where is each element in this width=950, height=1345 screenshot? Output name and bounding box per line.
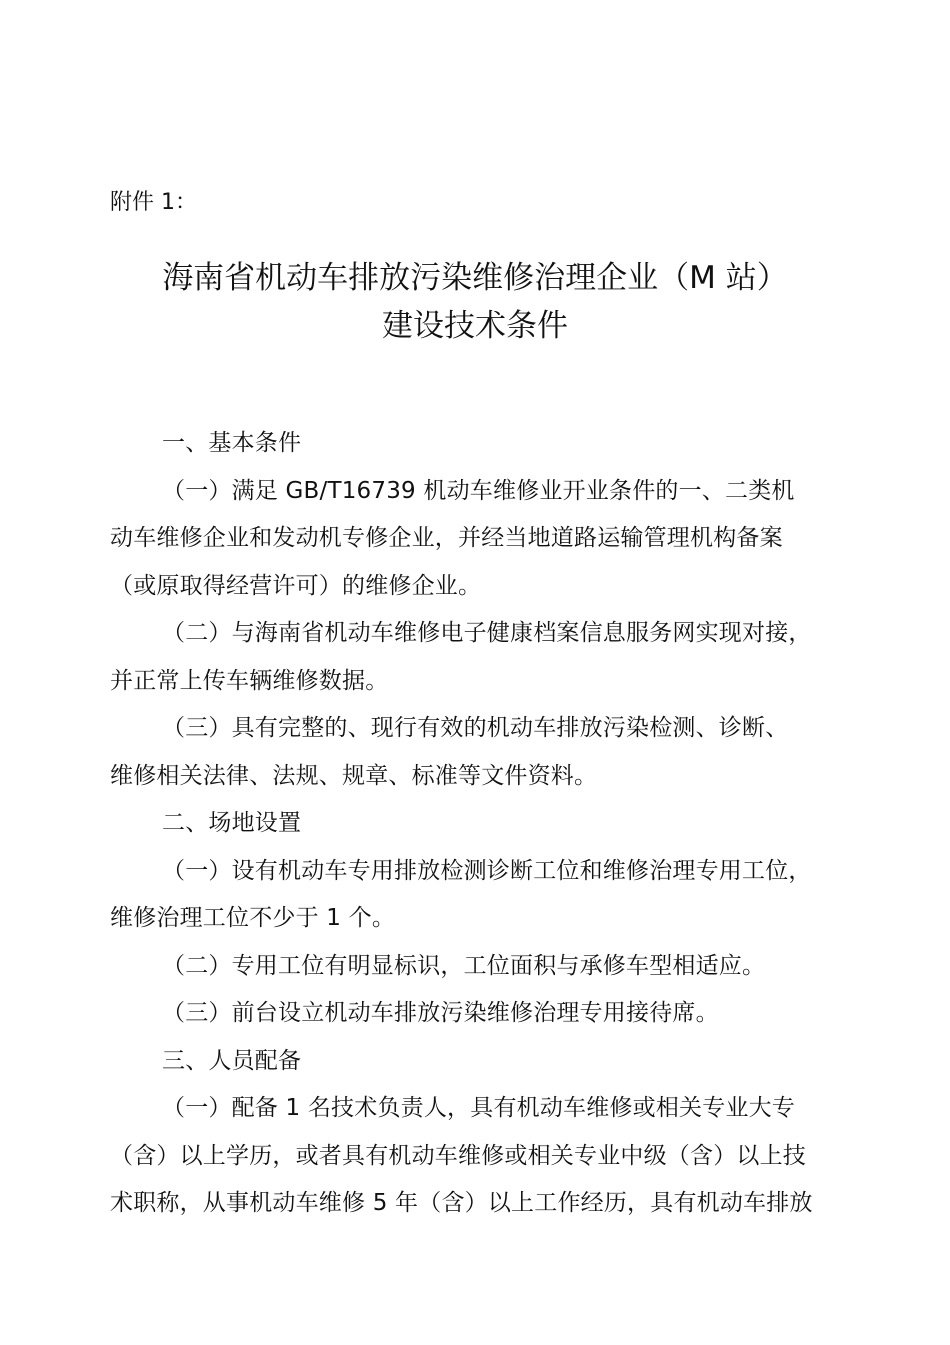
attachment-label: 附件 1： bbox=[110, 190, 197, 215]
paragraph-line: 并正常上传车辆维修数据。 bbox=[110, 667, 389, 694]
paragraph-line: 动车维修企业和发动机专修企业，并经当地道路运输管理机构备案 bbox=[110, 525, 783, 551]
paragraph-line: 维修相关法律、法规、规章、标准等文件资料。 bbox=[110, 762, 598, 789]
paragraph-line: （三）具有完整的、现行有效的机动车排放污染检测、诊断、 bbox=[162, 715, 789, 741]
document-title-line-1: 海南省机动车排放污染维修治理企业（M 站） bbox=[162, 260, 788, 296]
paragraph-line: 维修治理工位不少于 1 个。 bbox=[110, 905, 396, 931]
document-title-line-2: 建设技术条件 bbox=[382, 308, 568, 344]
paragraph-line: （三）前台设立机动车排放污染维修治理专用接待席。 bbox=[162, 1000, 719, 1026]
paragraph-line: （或原取得经营许可）的维修企业。 bbox=[110, 572, 482, 599]
section-heading-site-setup: 二、场地设置 bbox=[162, 810, 302, 836]
paragraph-line: （二）专用工位有明显标识，工位面积与承修车型相适应。 bbox=[162, 952, 766, 979]
paragraph-line: （二）与海南省机动车维修电子健康档案信息服务网实现对接， bbox=[162, 620, 812, 646]
paragraph-line: 术职称，从事机动车维修 5 年（含）以上工作经历，具有机动车排放 bbox=[110, 1190, 813, 1216]
paragraph-line: （含）以上学历，或者具有机动车维修或相关专业中级（含）以上技 bbox=[110, 1142, 806, 1169]
document-body bbox=[110, 420, 850, 1228]
section-heading-basic-conditions: 一、基本条件 bbox=[162, 430, 302, 456]
paragraph-line: （一）满足 GB/T16739 机动车维修业开业条件的一、二类机 bbox=[162, 477, 795, 504]
paragraph-line: （一）设有机动车专用排放检测诊断工位和维修治理专用工位， bbox=[162, 857, 812, 884]
paragraph-line: （一）配备 1 名技术负责人，具有机动车维修或相关专业大专 bbox=[162, 1095, 796, 1121]
section-heading-staffing: 三、人员配备 bbox=[162, 1047, 302, 1074]
